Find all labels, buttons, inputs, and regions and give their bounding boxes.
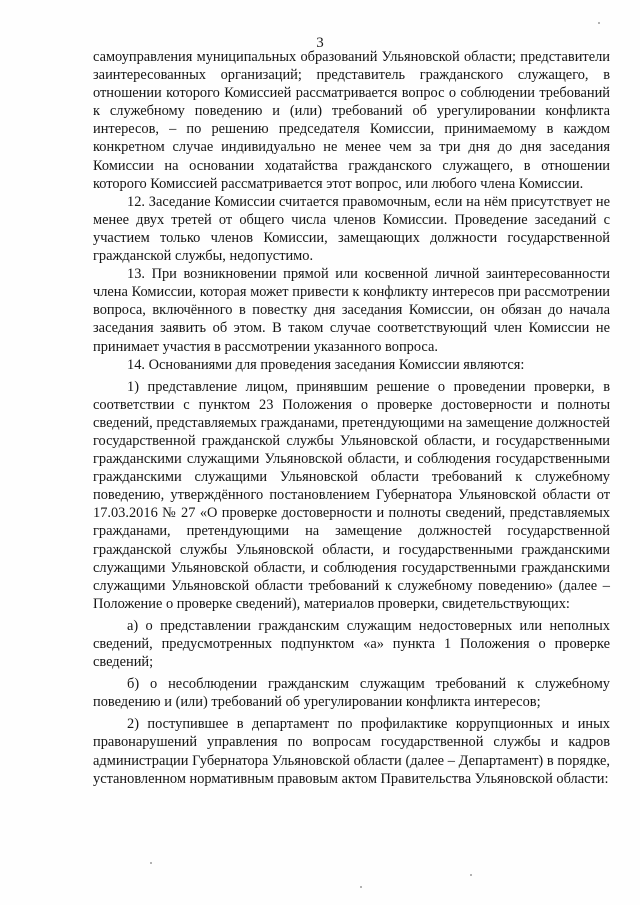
- paragraph-1: самоуправления муниципальных образований Ульяновской области; представители заинтересованных организаций; представитель гражданского служащего, в отношении которого Комиссией рассматривается вопрос о соблюдении требований к служебному поведению и (или) требований об урегулировании конфликта интересов, – по решению председателя Комиссии, принимаемому в каждом конкретном случае индивидуально не менее чем за три дня до дня заседания Комиссии на основании ходатайства гражданского служащего, в отношении которого Комиссией рассматривается этот вопрос, или любого члена Комиссии.: [93, 49, 610, 192]
- document-body: [93, 48, 610, 788]
- paragraph-14-2: 2) поступившее в департамент по профилактике коррупционных и иных правонарушений управления по вопросам государственной службы и кадров администрации Губернатора Ульяновской области (далее – Департамент) в порядке, установленном нормативным правовым актом Правительства Ульяновской области:: [93, 716, 610, 787]
- paragraph-14-1: 1) представление лицом, принявшим решение о проведении проверки, в соответствии с пунктом 23 Положения о проверке достоверности и полноты сведений, представляемых гражданами, претендующими на замещение должностей государственной гражданской службы Ульяновской области, и государственными гражданскими служащими Ульяновской области, и соблюдения государственными гражданскими служащими Ульяновской области требований к служебному поведению, утверждённого постановлением Губернатора Ульяновской области от 17.03.2016 № 27 «О проверке достоверности и полноты сведений, представляемых гражданами, претендующими на замещение должностей государственной гражданской службы Ульяновской области, и государственными гражданскими служащими Ульяновской области, и соблюдения государственными гражданскими служащими Ульяновской области требований к служебному поведению» (далее – Положение о проверке сведений), материалов проверки, свидетельствующих:: [93, 378, 610, 612]
- paragraph-14-1-b: б) о несоблюдении гражданским служащим требований к служебному поведению и (или) требований об урегулировании конфликта интересов;: [93, 676, 610, 711]
- scan-speck: [150, 862, 152, 864]
- scan-speck: [470, 874, 472, 876]
- page-number: 3: [316, 35, 324, 51]
- paragraph-13: 13. При возникновении прямой или косвенной личной заинтересованности члена Комиссии, которая может привести к конфликту интересов при рассмотрении вопроса, включённого в повестку дня заседания Комиссии, он обязан до начала заседания заявить об этом. В таком случае соответствующий член Комиссии не принимает участия в рассмотрении указанного вопроса.: [93, 266, 610, 355]
- paragraph-14-1-a: а) о представлении гражданским служащим недостоверных или неполных сведений, предусмотренных подпунктом «а» пункта 1 Положения о проверке сведений;: [93, 617, 610, 671]
- scan-speck: [360, 886, 362, 888]
- scan-speck: [598, 22, 600, 24]
- paragraph-14: 14. Основаниями для проведения заседания Комиссии являются:: [127, 356, 525, 373]
- paragraph-12: 12. Заседание Комиссии считается правомочным, если на нём присутствует не менее двух третей от общего числа членов Комиссии. Проведение заседаний с участием только членов Комиссии, замещающих должности государственной гражданской службы, недопустимо.: [93, 193, 610, 265]
